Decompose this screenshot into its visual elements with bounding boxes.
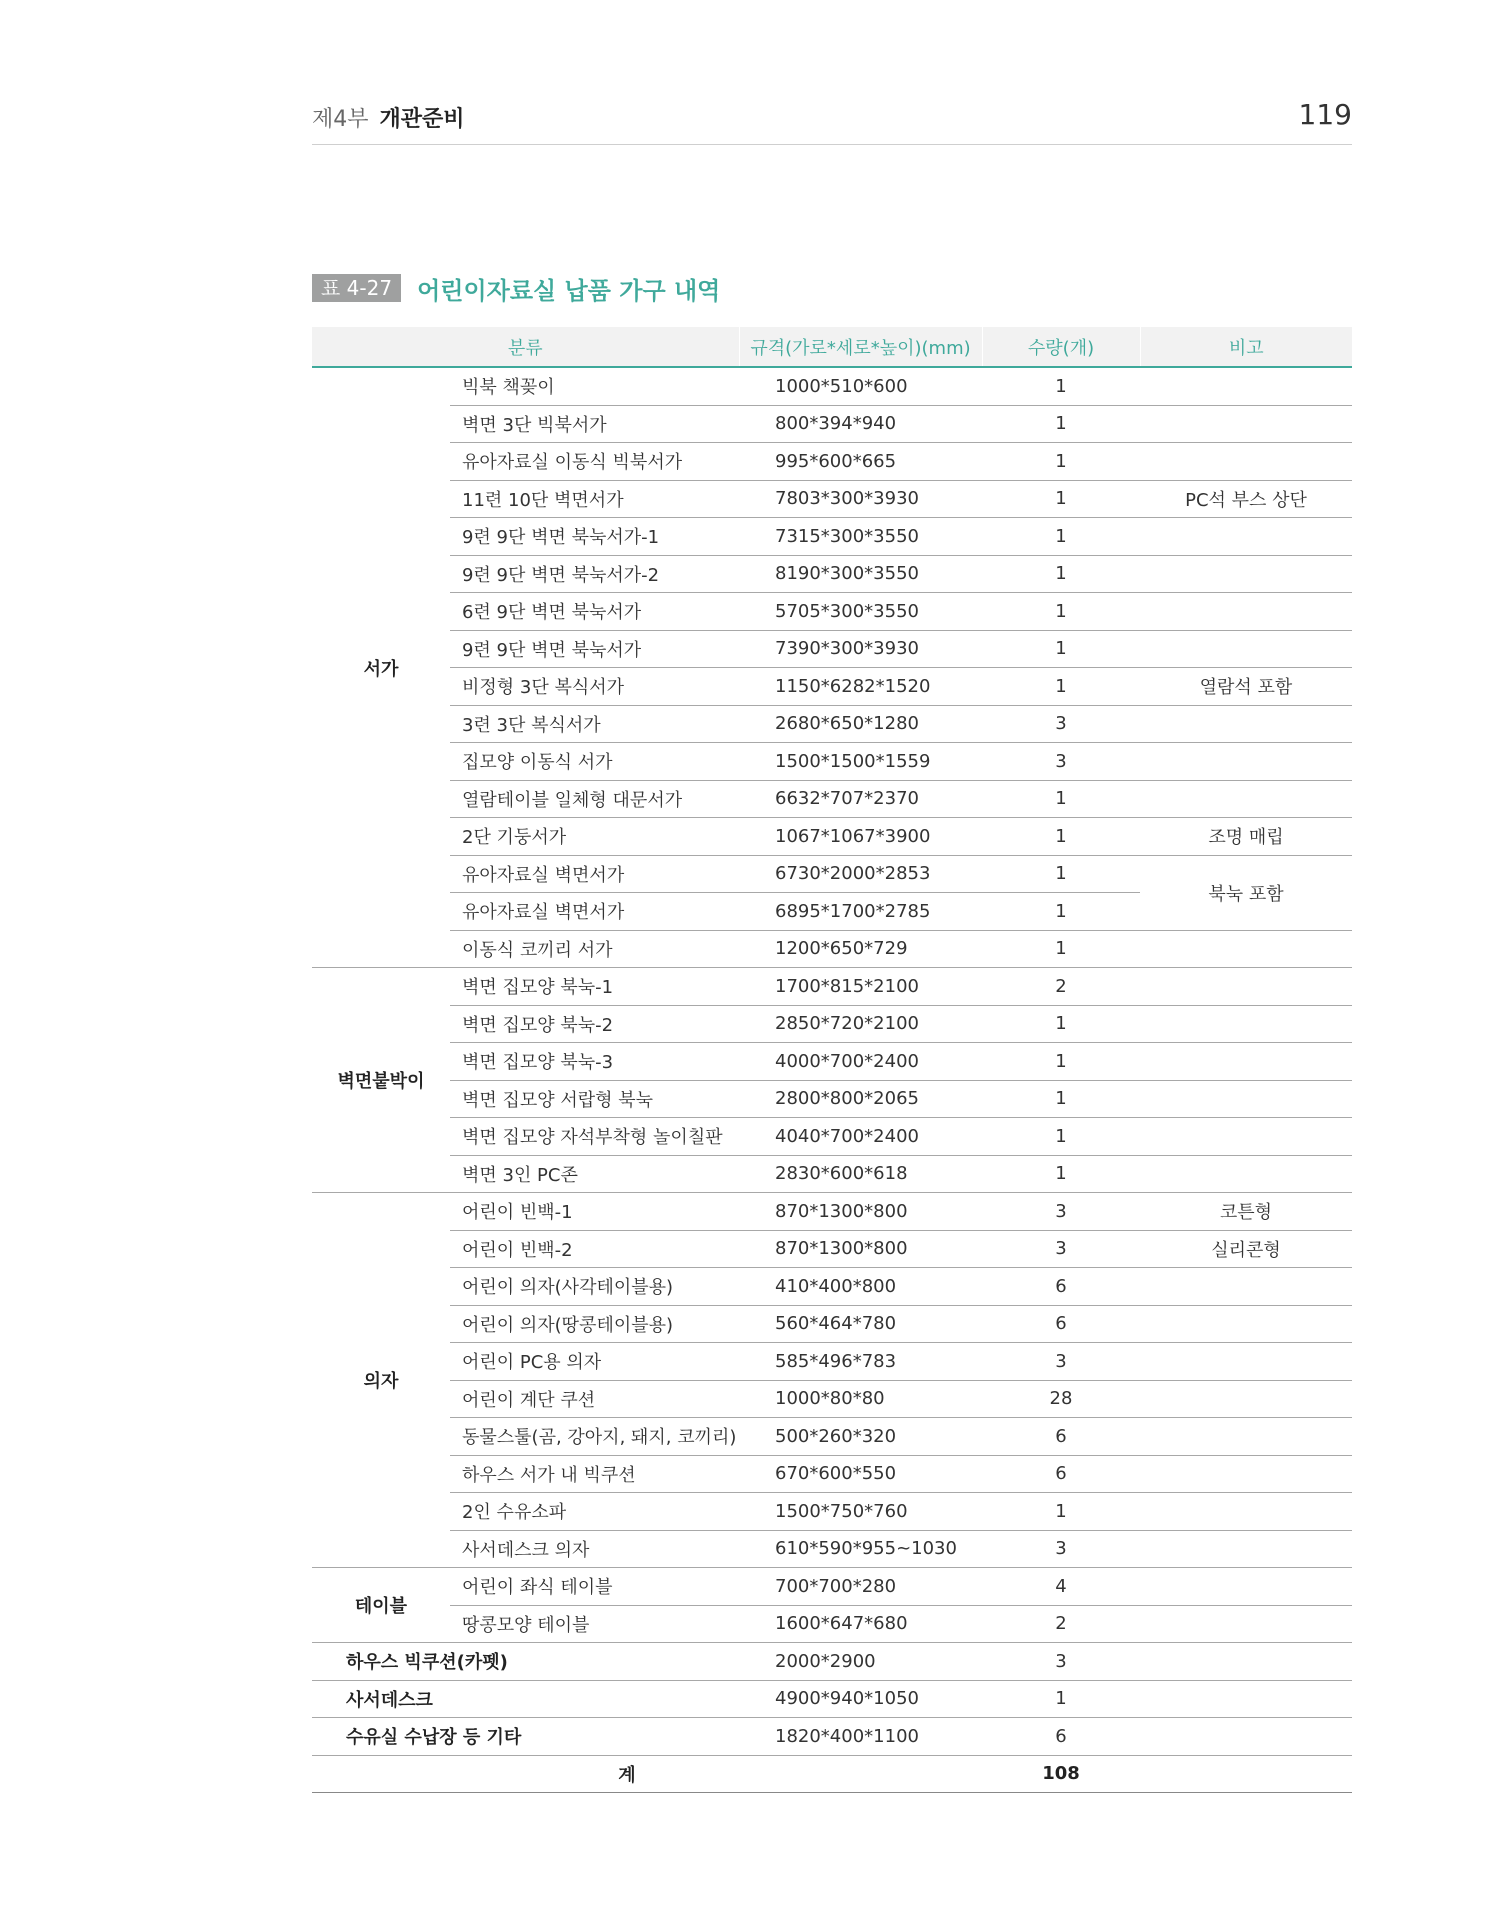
item-qty: 1	[982, 518, 1140, 556]
item-qty: 3	[982, 1230, 1140, 1268]
item-name: 사서데스크 의자	[450, 1530, 739, 1568]
table-row	[312, 1380, 1352, 1418]
page-header	[312, 96, 1352, 145]
item-name: 사서데스크	[312, 1680, 739, 1718]
table-row	[312, 1643, 1352, 1681]
item-name: 어린이 PC용 의자	[450, 1343, 739, 1381]
table-row	[312, 1305, 1352, 1343]
item-name: 2인 수유소파	[450, 1493, 739, 1531]
item-name: 유아자료실 벽면서가	[450, 855, 739, 893]
item-spec: 6730*2000*2853	[739, 855, 982, 893]
part-number: 제4부	[312, 107, 369, 132]
table-row	[312, 1418, 1352, 1456]
table-row	[312, 818, 1352, 856]
item-note: 북눅 포함	[1140, 855, 1352, 930]
table-row	[312, 480, 1352, 518]
table-row	[312, 630, 1352, 668]
header-category: 분류	[312, 327, 739, 367]
item-name: 벽면 집모양 북눅-1	[450, 968, 739, 1006]
item-name: 벽면 집모양 북눅-3	[450, 1043, 739, 1081]
table-row	[312, 780, 1352, 818]
table-row	[312, 1680, 1352, 1718]
category-cell: 서가	[312, 367, 450, 968]
item-name: 하우스 빅쿠션(카펫)	[312, 1643, 739, 1681]
item-spec: 7390*300*3930	[739, 630, 982, 668]
item-note	[1140, 1380, 1352, 1418]
total-qty: 108	[982, 1755, 1140, 1793]
item-qty: 6	[982, 1718, 1140, 1756]
item-spec: 1200*650*729	[739, 930, 982, 968]
item-note	[1140, 1043, 1352, 1081]
item-name: 유아자료실 이동식 빅북서가	[450, 443, 739, 481]
item-qty: 6	[982, 1268, 1140, 1306]
item-note	[1140, 1268, 1352, 1306]
item-note: 코튼형	[1140, 1193, 1352, 1231]
table-row	[312, 1230, 1352, 1268]
item-qty: 1	[982, 1493, 1140, 1531]
table-row	[312, 930, 1352, 968]
item-qty: 1	[982, 855, 1140, 893]
item-qty: 1	[982, 668, 1140, 706]
item-spec: 500*260*320	[739, 1418, 982, 1456]
item-spec: 1000*510*600	[739, 367, 982, 405]
table-number-badge: 표 4-27	[312, 274, 401, 302]
item-qty: 1	[982, 1080, 1140, 1118]
item-note	[1140, 1605, 1352, 1643]
item-qty: 1	[982, 893, 1140, 931]
item-spec: 2850*720*2100	[739, 1005, 982, 1043]
table-row	[312, 705, 1352, 743]
table-row	[312, 1568, 1352, 1606]
table-row	[312, 668, 1352, 706]
total-label: 계	[312, 1755, 982, 1793]
item-spec: 1820*400*1100	[739, 1718, 982, 1756]
total-note	[1140, 1755, 1352, 1793]
item-note: 실리콘형	[1140, 1230, 1352, 1268]
item-note	[1140, 1718, 1352, 1756]
item-note: 열람석 포함	[1140, 668, 1352, 706]
item-qty: 3	[982, 1193, 1140, 1231]
table-row	[312, 1005, 1352, 1043]
table-row	[312, 1605, 1352, 1643]
total-row	[312, 1755, 1352, 1793]
table-row	[312, 443, 1352, 481]
item-name: 유아자료실 벽면서가	[450, 893, 739, 931]
item-name: 11련 10단 벽면서가	[450, 480, 739, 518]
item-name: 땅콩모양 테이블	[450, 1605, 739, 1643]
section-title: 개관준비	[379, 107, 465, 132]
item-qty: 1	[982, 818, 1140, 856]
item-name: 동물스툴(곰, 강아지, 돼지, 코끼리)	[450, 1418, 739, 1456]
item-qty: 1	[982, 367, 1140, 405]
item-qty: 1	[982, 480, 1140, 518]
item-qty: 1	[982, 630, 1140, 668]
item-note	[1140, 1005, 1352, 1043]
item-name: 벽면 3단 빅북서가	[450, 405, 739, 443]
table-row	[312, 1268, 1352, 1306]
item-spec: 670*600*550	[739, 1455, 982, 1493]
category-cell: 의자	[312, 1193, 450, 1568]
item-qty: 1	[982, 555, 1140, 593]
item-qty: 3	[982, 1530, 1140, 1568]
item-note	[1140, 780, 1352, 818]
item-name: 9련 9단 벽면 북눅서가-1	[450, 518, 739, 556]
item-note	[1140, 1418, 1352, 1456]
item-note	[1140, 968, 1352, 1006]
item-qty: 1	[982, 1155, 1140, 1193]
item-spec: 700*700*280	[739, 1568, 982, 1606]
item-note	[1140, 443, 1352, 481]
furniture-table	[312, 327, 1352, 1793]
table-row	[312, 518, 1352, 556]
item-spec: 1067*1067*3900	[739, 818, 982, 856]
item-spec: 610*590*955~1030	[739, 1530, 982, 1568]
item-note	[1140, 930, 1352, 968]
table-title: 어린이자료실 납품 가구 내역	[417, 276, 721, 305]
item-name: 벽면 3인 PC존	[450, 1155, 739, 1193]
table-row	[312, 1718, 1352, 1756]
item-name: 벽면 집모양 자석부착형 놀이칠판	[450, 1118, 739, 1156]
item-name: 이동식 코끼리 서가	[450, 930, 739, 968]
table-row	[312, 1193, 1352, 1231]
item-name: 하우스 서가 내 빅쿠션	[450, 1455, 739, 1493]
item-qty: 1	[982, 780, 1140, 818]
item-qty: 1	[982, 405, 1140, 443]
item-qty: 6	[982, 1455, 1140, 1493]
item-spec: 585*496*783	[739, 1343, 982, 1381]
item-qty: 1	[982, 1680, 1140, 1718]
item-note	[1140, 1343, 1352, 1381]
item-note	[1140, 1643, 1352, 1681]
item-qty: 1	[982, 930, 1140, 968]
item-name: 어린이 의자(사각테이블용)	[450, 1268, 739, 1306]
item-name: 9련 9단 벽면 북눅서가-2	[450, 555, 739, 593]
item-qty: 6	[982, 1418, 1140, 1456]
item-spec: 8190*300*3550	[739, 555, 982, 593]
table-row	[312, 1343, 1352, 1381]
table-row	[312, 968, 1352, 1006]
item-spec: 2830*600*618	[739, 1155, 982, 1193]
item-qty: 1	[982, 443, 1140, 481]
item-note	[1140, 1305, 1352, 1343]
item-name: 어린이 계단 쿠션	[450, 1380, 739, 1418]
header-qty: 수량(개)	[982, 327, 1140, 367]
item-note	[1140, 367, 1352, 405]
item-name: 수유실 수납장 등 기타	[312, 1718, 739, 1756]
item-qty: 1	[982, 1005, 1140, 1043]
table-row	[312, 405, 1352, 443]
item-spec: 5705*300*3550	[739, 593, 982, 631]
item-name: 어린이 좌식 테이블	[450, 1568, 739, 1606]
item-spec: 2680*650*1280	[739, 705, 982, 743]
item-note	[1140, 1493, 1352, 1531]
item-note	[1140, 743, 1352, 781]
item-note	[1140, 518, 1352, 556]
item-spec: 1700*815*2100	[739, 968, 982, 1006]
item-note	[1140, 1530, 1352, 1568]
item-spec: 870*1300*800	[739, 1230, 982, 1268]
table-row	[312, 593, 1352, 631]
table-row	[312, 1530, 1352, 1568]
table-row	[312, 1080, 1352, 1118]
item-qty: 1	[982, 1118, 1140, 1156]
item-name: 9련 9단 벽면 북눅서가	[450, 630, 739, 668]
item-qty: 28	[982, 1380, 1140, 1418]
table-row	[312, 1155, 1352, 1193]
item-note: 조명 매립	[1140, 818, 1352, 856]
item-name: 빅북 책꽂이	[450, 367, 739, 405]
table-row	[312, 1455, 1352, 1493]
item-note	[1140, 1080, 1352, 1118]
item-note	[1140, 1155, 1352, 1193]
item-name: 벽면 집모양 서랍형 북눅	[450, 1080, 739, 1118]
item-qty: 2	[982, 968, 1140, 1006]
table-row	[312, 1118, 1352, 1156]
item-qty: 3	[982, 1643, 1140, 1681]
item-qty: 1	[982, 1043, 1140, 1081]
table-row	[312, 367, 1352, 405]
item-name: 6련 9단 벽면 북눅서가	[450, 593, 739, 631]
item-qty: 2	[982, 1605, 1140, 1643]
item-name: 어린이 빈백-2	[450, 1230, 739, 1268]
table-row	[312, 855, 1352, 893]
item-spec: 1600*647*680	[739, 1605, 982, 1643]
item-name: 2단 기둥서가	[450, 818, 739, 856]
item-name: 벽면 집모양 북눅-2	[450, 1005, 739, 1043]
part-label	[312, 102, 465, 133]
item-note	[1140, 1118, 1352, 1156]
item-note	[1140, 1568, 1352, 1606]
item-spec: 6632*707*2370	[739, 780, 982, 818]
item-spec: 2000*2900	[739, 1643, 982, 1681]
item-name: 열람테이블 일체형 대문서가	[450, 780, 739, 818]
item-name: 집모양 이동식 서가	[450, 743, 739, 781]
item-spec: 800*394*940	[739, 405, 982, 443]
item-spec: 4000*700*2400	[739, 1043, 982, 1081]
item-spec: 410*400*800	[739, 1268, 982, 1306]
table-row	[312, 743, 1352, 781]
item-qty: 3	[982, 705, 1140, 743]
item-name: 어린이 의자(땅콩테이블용)	[450, 1305, 739, 1343]
item-note	[1140, 1455, 1352, 1493]
item-qty: 1	[982, 593, 1140, 631]
category-cell: 벽면붙박이	[312, 968, 450, 1193]
item-spec: 6895*1700*2785	[739, 893, 982, 931]
item-spec: 4900*940*1050	[739, 1680, 982, 1718]
item-note: PC석 부스 상단	[1140, 480, 1352, 518]
item-qty: 3	[982, 1343, 1140, 1381]
item-spec: 7803*300*3930	[739, 480, 982, 518]
item-note	[1140, 555, 1352, 593]
table-row	[312, 1493, 1352, 1531]
item-spec: 870*1300*800	[739, 1193, 982, 1231]
item-note	[1140, 1680, 1352, 1718]
page-number: 119	[1298, 98, 1352, 131]
item-spec: 2800*800*2065	[739, 1080, 982, 1118]
table-row	[312, 1043, 1352, 1081]
item-spec: 4040*700*2400	[739, 1118, 982, 1156]
item-name: 3련 3단 복식서가	[450, 705, 739, 743]
table-caption	[312, 272, 720, 304]
item-qty: 3	[982, 743, 1140, 781]
item-name: 어린이 빈백-1	[450, 1193, 739, 1231]
header-spec: 규격(가로*세로*높이)(mm)	[739, 327, 982, 367]
item-spec: 1500*1500*1559	[739, 743, 982, 781]
table-header-row	[312, 327, 1352, 367]
item-spec: 1000*80*80	[739, 1380, 982, 1418]
item-note	[1140, 705, 1352, 743]
table-body	[312, 367, 1352, 1793]
item-note	[1140, 630, 1352, 668]
item-spec: 7315*300*3550	[739, 518, 982, 556]
item-spec: 560*464*780	[739, 1305, 982, 1343]
item-spec: 1500*750*760	[739, 1493, 982, 1531]
item-name: 비정형 3단 복식서가	[450, 668, 739, 706]
header-note: 비고	[1140, 327, 1352, 367]
table-row	[312, 555, 1352, 593]
item-qty: 4	[982, 1568, 1140, 1606]
item-note	[1140, 405, 1352, 443]
item-spec: 1150*6282*1520	[739, 668, 982, 706]
category-cell: 테이블	[312, 1568, 450, 1643]
item-qty: 6	[982, 1305, 1140, 1343]
item-spec: 995*600*665	[739, 443, 982, 481]
item-note	[1140, 593, 1352, 631]
